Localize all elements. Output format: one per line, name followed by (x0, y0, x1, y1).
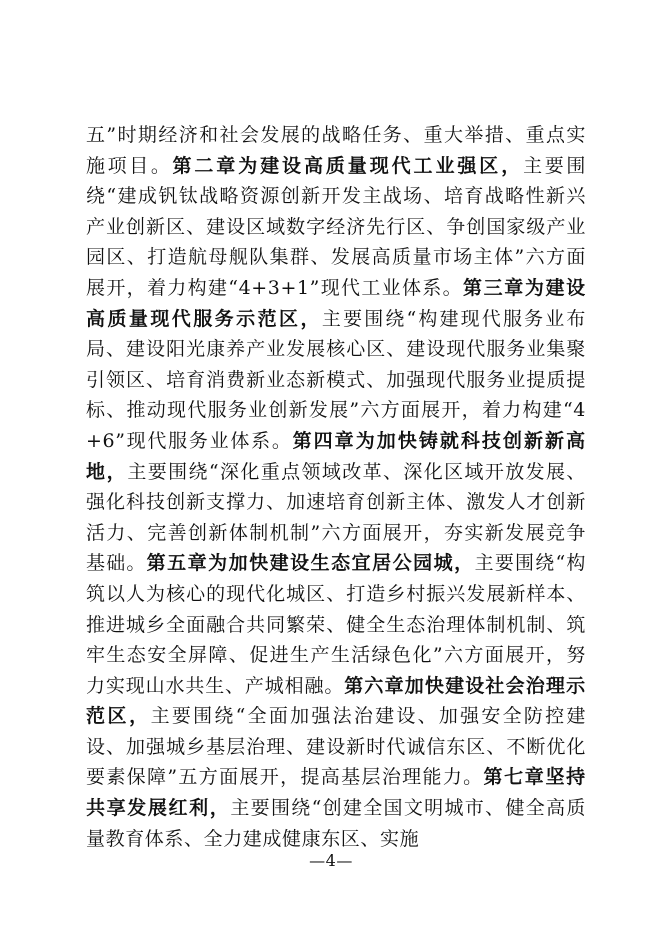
chapter-heading-run: 第七章坚持共享发展红利， (86, 766, 586, 820)
chapter-heading-run: 第三章为建设高质量现代服务示范区， (86, 276, 586, 330)
chapter-heading-run: 第五章为加快建设生态宜居公园城， (146, 552, 475, 575)
chapter-heading-run: 第二章为建设高质量现代工业强区， (172, 154, 524, 177)
body-text-run: 主要围绕“构建现代服务业布局、建设阳光康养产业发展核心区、建设现代服务业集聚引领区、培育消费新业态新模式、加强现代服务业提质提标、推动现代服务业创新发展”六方面展开，着力构建“4+6”现代服务业体系。 (86, 307, 586, 452)
body-text-run: 五”时期经济和社会发展的战略任务、重大举措、重点实施项目。 (86, 124, 586, 177)
body-text-run: 主要围绕“建成钒钛战略资源创新开发主战场、培育战略性新兴产业创新区、建设区域数字经济先行区、争创国家级产业园区、打造航母舰队集群、发展高质量市场主体”六方面展开，着力构建“4+3+1”现代工业体系。 (86, 154, 586, 299)
body-text-run: 主要围绕“创建全国文明城市、健全高质量教育体系、全力建成健康东区、实施 (86, 797, 586, 850)
body-text-run: 主要围绕“构筑以人为核心的现代化城区、打造乡村振兴发展新样本、推进城乡全面融合共同繁荣、健全生态治理体制机制、筑牢生态安全屏障、促进生产生活绿色化”六方面展开，努力实现山水共生、产城相融。 (86, 552, 586, 697)
page-number: —4— (309, 851, 353, 870)
chapter-heading-run: 第四章为加快铸就科技创新新高地， (86, 429, 586, 483)
body-paragraph (86, 120, 586, 854)
body-text-run: 主要围绕“全面加强法治建设、加强安全防控建设、加强城乡基层治理、建设新时代诚信东区、不断优化要素保障”五方面展开，提高基层治理能力。 (86, 705, 586, 789)
chapter-heading-run: 第六章加快建设社会治理示范区， (86, 674, 586, 728)
body-text-run: 主要围绕“深化重点领域改革、深化区域开放发展、强化科技创新支撑力、加速培育创新主体、激发人才创新活力、完善创新体制机制”六方面展开，夯实新发展竞争基础。 (86, 460, 586, 575)
